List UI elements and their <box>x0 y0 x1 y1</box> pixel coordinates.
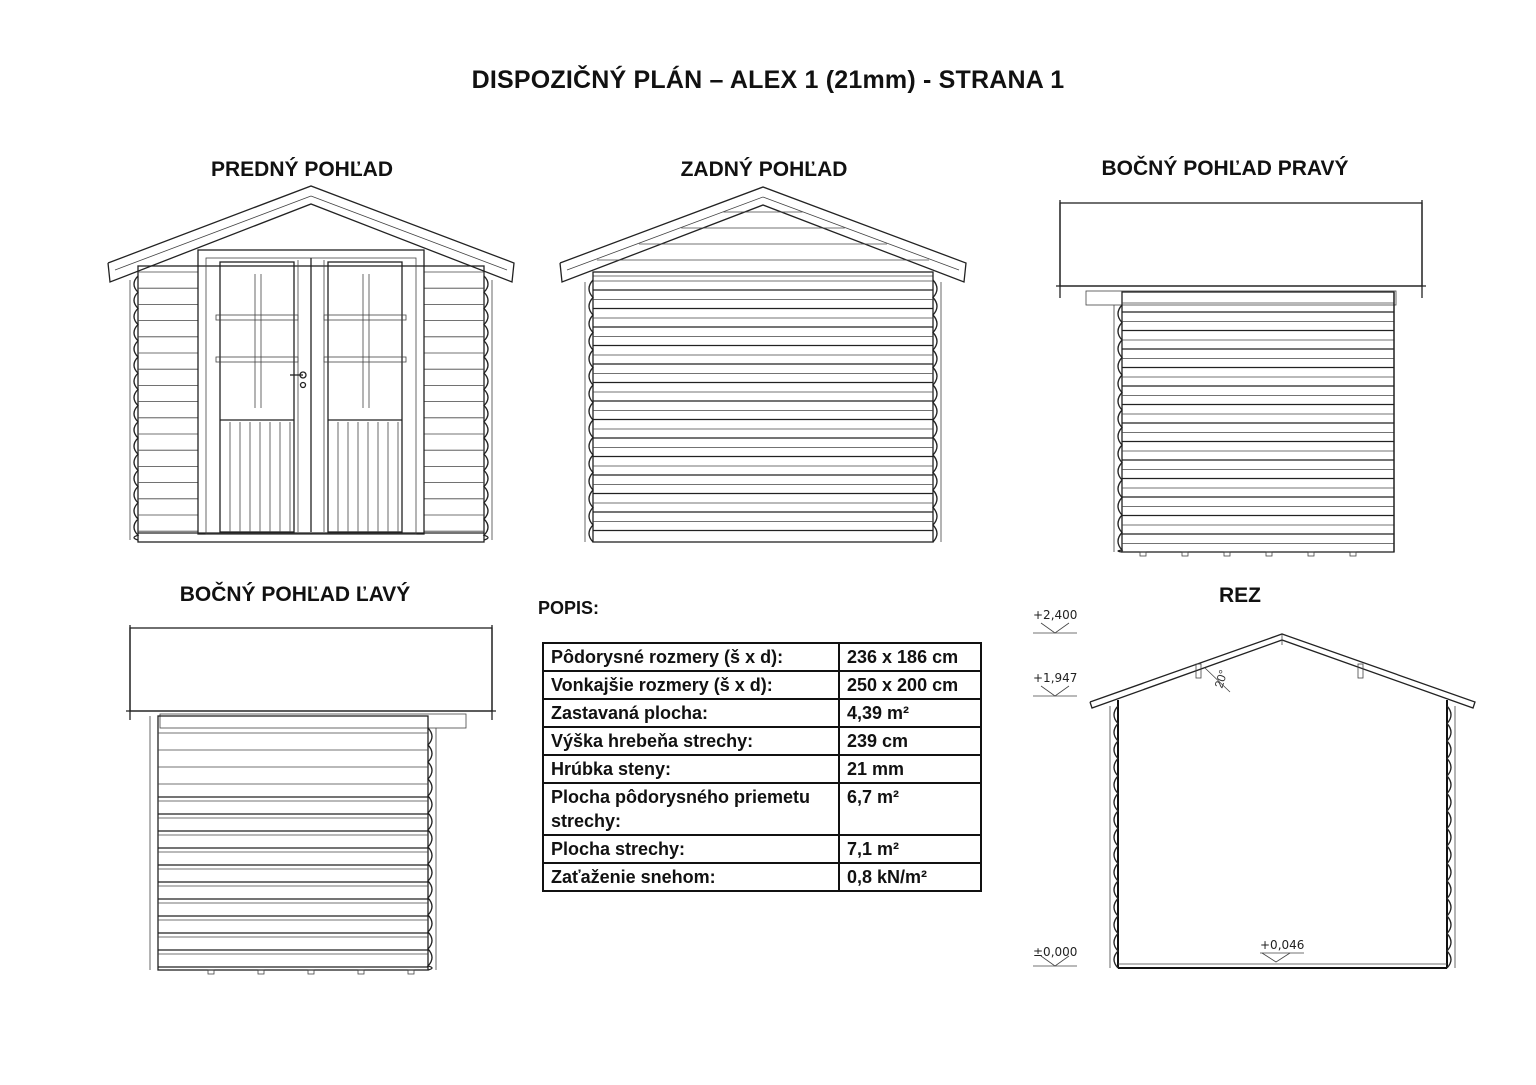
spec-row <box>543 671 981 699</box>
spec-row <box>543 643 981 671</box>
side-right-view-title: BOČNÝ POHĽAD PRAVÝ <box>1101 157 1349 180</box>
spec-key: Zaťaženie snehom: <box>543 863 839 891</box>
spec-key: Zastavaná plocha: <box>543 699 839 727</box>
side-left-view-drawing <box>126 625 496 974</box>
spec-row <box>543 863 981 891</box>
side-left-view-title: BOČNÝ POHĽAD ĽAVÝ <box>179 583 411 606</box>
spec-key: Pôdorysné rozmery (š x d): <box>543 643 839 671</box>
spec-value: 4,39 m² <box>839 699 981 727</box>
back-view-drawing <box>560 187 966 542</box>
roof-angle-label: 20° <box>1211 668 1231 690</box>
spec-key: Výška hrebeňa strechy: <box>543 727 839 755</box>
spec-value: 7,1 m² <box>839 835 981 863</box>
spec-key: Plocha strechy: <box>543 835 839 863</box>
section-view-drawing <box>1033 623 1475 968</box>
spec-key: Hrúbka steny: <box>543 755 839 783</box>
spec-value: 0,8 kN/m² <box>839 863 981 891</box>
spec-value: 239 cm <box>839 727 981 755</box>
spec-value: 6,7 m² <box>839 783 981 835</box>
level-label-0000: ±0,000 <box>1033 945 1078 959</box>
back-view-title: ZADNÝ POHĽAD <box>680 158 848 181</box>
popis-label: POPIS: <box>538 598 600 618</box>
spec-value: 250 x 200 cm <box>839 671 981 699</box>
level-label-1947: +1,947 <box>1033 671 1078 685</box>
spec-row <box>543 755 981 783</box>
section-view-title: REZ <box>1219 584 1261 607</box>
spec-row <box>543 783 981 835</box>
side-right-view-drawing <box>1056 200 1426 556</box>
spec-row <box>543 727 981 755</box>
page-title: DISPOZIČNÝ PLÁN – ALEX 1 (21mm) - STRANA 1 <box>471 66 1065 94</box>
level-label-2400: +2,400 <box>1033 608 1078 622</box>
specs-table <box>542 642 982 892</box>
spec-row <box>543 699 981 727</box>
spec-row <box>543 835 981 863</box>
spec-value: 236 x 186 cm <box>839 643 981 671</box>
level-label-0046: +0,046 <box>1260 938 1305 952</box>
front-view-drawing <box>108 186 514 542</box>
spec-key: Vonkajšie rozmery (š x d): <box>543 671 839 699</box>
spec-value: 21 mm <box>839 755 981 783</box>
spec-key: Plocha pôdorysného priemetu strechy: <box>543 783 839 835</box>
front-view-title: PREDNÝ POHĽAD <box>210 158 394 181</box>
